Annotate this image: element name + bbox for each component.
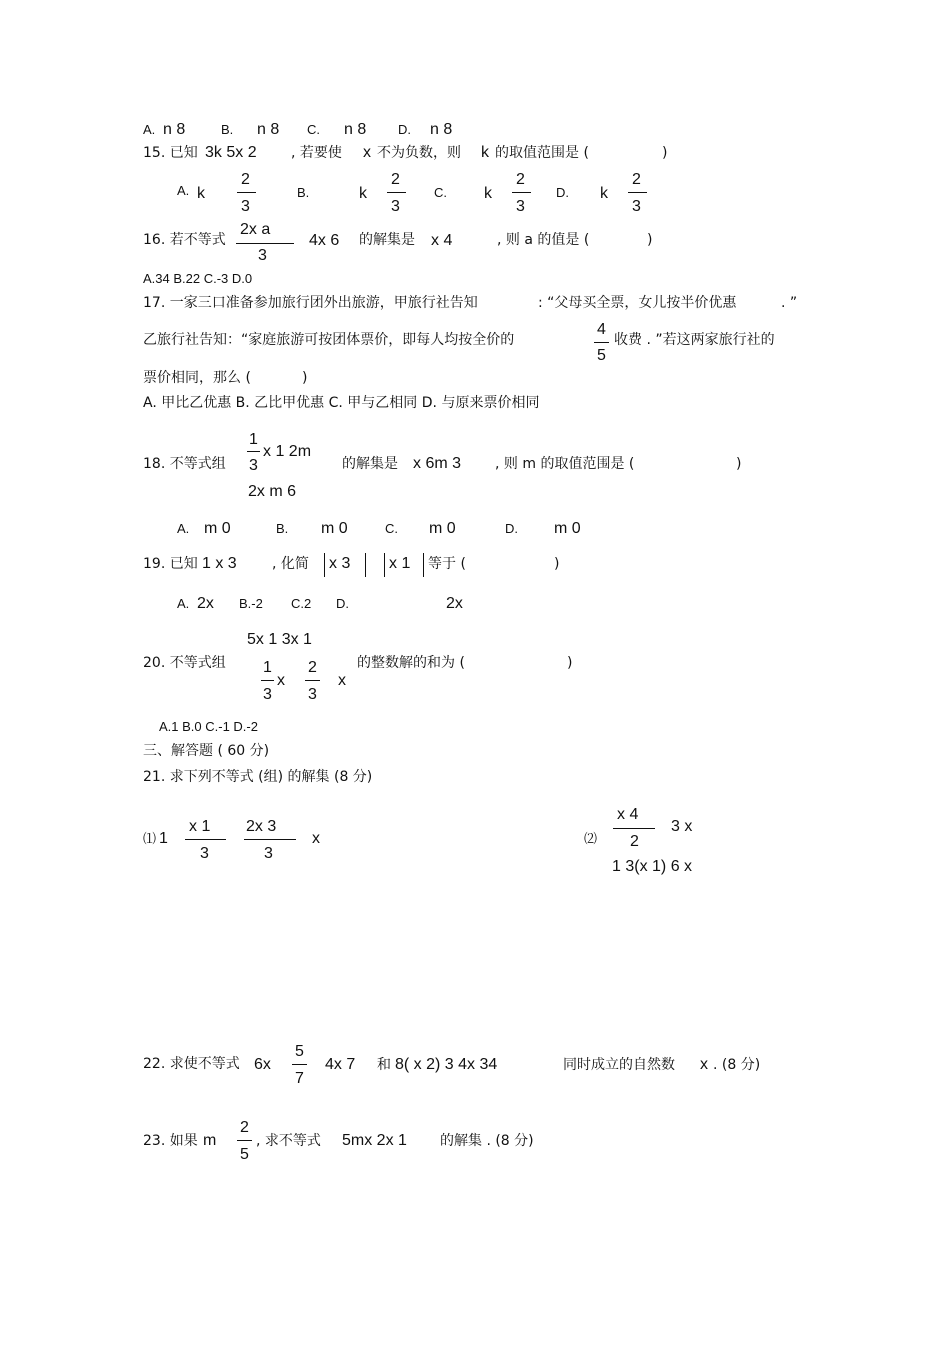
q22-suffix: 同时成立的自然数 — [563, 1057, 675, 1073]
q18-close: ) — [736, 456, 742, 472]
q19-option-d-label: D. — [336, 596, 349, 611]
q15-option-a-label: A. — [177, 183, 190, 198]
q15-mid2: 不为负数，则 — [377, 145, 461, 161]
q20-frac1-bar — [261, 680, 274, 681]
q17-line1c: . ” — [781, 295, 798, 311]
q23-var-m: m — [203, 1132, 217, 1149]
q19-option-b: B.-2 — [239, 596, 263, 611]
q17-fraction-den: 5 — [597, 347, 606, 364]
q19-option-a-label: A. — [177, 596, 190, 611]
q16-fraction-bar — [236, 243, 294, 244]
q15-var-x: x — [363, 144, 371, 161]
q16-solution: x 4 — [431, 232, 453, 249]
q18-fraction-bar — [247, 451, 260, 452]
q23-inequality: 5mx 2x 1 — [342, 1132, 407, 1149]
q18-option-b-label: B. — [276, 521, 289, 536]
q17-line1b: : “父母买全票，女儿按半价优惠 — [538, 295, 737, 311]
q14-option-d-label: D. — [398, 122, 411, 137]
q14-option-b-expr: n 8 — [257, 121, 280, 138]
q19-abs1: x 3 — [329, 555, 351, 572]
q16-suffix: , 则 a 的值是 ( — [497, 232, 590, 248]
q19-abs-bar-3 — [384, 553, 385, 577]
q17-options: A. 甲比乙优惠 B. 乙比甲优惠 C. 甲与乙相同 D. 与原来票价相同 — [143, 395, 540, 411]
q21-part2-row2: 1 3(x 1) 6 x — [612, 858, 693, 875]
q15-suffix: 的取值范围是 ( — [495, 145, 589, 161]
q15-var-k: k — [481, 144, 489, 161]
q15-option-b-den: 3 — [391, 198, 400, 215]
q23-mid: , 求不等式 — [256, 1133, 321, 1149]
q17-line1: 17. 一家三口准备参加旅行团外出旅游，甲旅行社告知 — [143, 295, 478, 311]
q15-option-a-fraction-bar — [237, 192, 256, 193]
q18-option-b-expr: m 0 — [321, 520, 348, 537]
q19-abs-bar-2 — [365, 553, 366, 577]
q21-part1-num1: x 1 — [189, 818, 211, 835]
q21-part1-one: 1 — [159, 830, 168, 847]
q15-option-d-num: 2 — [632, 171, 641, 188]
q17-fraction-bar — [594, 342, 609, 343]
q21-part1-den2: 3 — [264, 845, 273, 862]
q20-var2: x — [338, 672, 346, 689]
q21-part2-rhs: 3 x — [671, 818, 693, 835]
q19-option-c: C.2 — [291, 596, 312, 611]
q21-part1-frac2-bar — [244, 839, 296, 840]
q21-part1-label: ⑴ — [143, 831, 157, 846]
q18-prefix: 18. 不等式组 — [143, 456, 226, 472]
q15-option-c-var: k — [484, 185, 492, 202]
q20-frac1-num: 1 — [263, 659, 272, 676]
q16-options: A.34 B.22 C.-3 D.0 — [143, 271, 253, 286]
q20-frac2-den: 3 — [308, 686, 317, 703]
q21-part2-num: x 4 — [617, 806, 639, 823]
q18-fraction-num: 1 — [249, 431, 258, 448]
q20-frac2-num: 2 — [308, 659, 317, 676]
q17-line3-close: ) — [302, 370, 308, 386]
q15-prefix: 15. 已知 — [143, 145, 198, 161]
q14-option-d-expr: n 8 — [430, 121, 453, 138]
q21-part1-den1: 3 — [200, 845, 209, 862]
q15-option-d-den: 3 — [632, 198, 641, 215]
q21-part1-num2: 2x 3 — [246, 818, 277, 835]
q19-close: ) — [554, 556, 560, 572]
q20-close: ) — [567, 655, 573, 671]
q15-option-d-var: k — [600, 185, 608, 202]
q18-option-d-expr: m 0 — [554, 520, 581, 537]
q21-part2-frac-bar — [613, 828, 655, 829]
q21-title: 21. 求下列不等式 (组) 的解集 (8 分) — [143, 769, 373, 785]
q16-close: ) — [647, 232, 653, 248]
q15-option-d-label: D. — [556, 185, 569, 200]
q14-option-c-expr: n 8 — [344, 121, 367, 138]
q15-option-b-num: 2 — [391, 171, 400, 188]
q22-fraction-den: 7 — [295, 1070, 304, 1087]
q23-fraction-bar — [237, 1140, 252, 1141]
q22-expr2: 4x 7 — [325, 1056, 356, 1073]
q19-mid: , 化简 — [272, 556, 309, 572]
q23-prefix: 23. 如果 — [143, 1133, 198, 1149]
q20-row1: 5x 1 3x 1 — [247, 631, 312, 648]
q18-suffix: , 则 m 的取值范围是 ( — [495, 456, 635, 472]
q14-option-c-label: C. — [307, 122, 320, 137]
q21-part1-rhs: x — [312, 830, 320, 847]
q20-options: A.1 B.0 C.-1 D.-2 — [159, 719, 258, 734]
q21-part2-label: ⑵ — [584, 831, 598, 846]
q18-option-a-expr: m 0 — [204, 520, 231, 537]
q14-option-b-label: B. — [221, 122, 234, 137]
q18-option-c-label: C. — [385, 521, 398, 536]
q15-option-b-label: B. — [297, 185, 310, 200]
q21-part1-frac1-bar — [185, 839, 226, 840]
q20-prefix: 20. 不等式组 — [143, 655, 226, 671]
q18-row2: 2x m 6 — [248, 483, 297, 500]
q19-prefix: 19. 已知 — [143, 556, 198, 572]
q22-expr3: 8( x 2) 3 4x 34 — [395, 1056, 498, 1073]
q18-option-d-label: D. — [505, 521, 518, 536]
q15-equation: 3k 5x 2 — [205, 144, 257, 161]
q15-option-a-den: 3 — [241, 198, 250, 215]
q15-option-a-num: 2 — [241, 171, 250, 188]
q20-frac2-bar — [305, 680, 320, 681]
q15-close: ) — [662, 145, 668, 161]
q18-option-a-label: A. — [177, 521, 190, 536]
q15-option-c-fraction-bar — [512, 192, 531, 193]
section-3-heading: 三、解答题 ( 60 分) — [143, 743, 270, 759]
q15-option-d-fraction-bar — [628, 192, 647, 193]
q14-option-a-label: A. — [143, 122, 156, 137]
q20-suffix: 的整数解的和为 ( — [357, 655, 465, 671]
q17-line2: 乙旅行社告知：“家庭旅游可按团体票价，即每人均按全价的 — [143, 332, 515, 348]
q20-frac1-den: 3 — [263, 686, 272, 703]
q21-part2-den: 2 — [630, 833, 639, 850]
q16-mid: 的解集是 — [359, 232, 415, 248]
q19-condition: 1 x 3 — [202, 555, 237, 572]
q14-option-a-expr: n 8 — [163, 121, 186, 138]
q23-suffix: 的解集 . (8 分) — [440, 1133, 534, 1149]
q22-end: . (8 分) — [713, 1057, 761, 1073]
q22-fraction-bar — [292, 1064, 307, 1065]
q22-fraction-num: 5 — [295, 1043, 304, 1060]
q22-var: x — [700, 1056, 708, 1073]
q20-var1: x — [277, 672, 285, 689]
q22-prefix: 22. 求使不等式 — [143, 1056, 240, 1072]
q23-fraction-den: 5 — [240, 1146, 249, 1163]
q19-abs-bar-1 — [324, 553, 325, 577]
q18-solution: x 6m 3 — [413, 455, 462, 472]
q19-abs-bar-4 — [423, 553, 424, 577]
q18-option-c-expr: m 0 — [429, 520, 456, 537]
q17-fraction-num: 4 — [597, 321, 606, 338]
q18-mid: 的解集是 — [342, 456, 398, 472]
q22-and: 和 — [377, 1057, 391, 1073]
q18-fraction-den: 3 — [249, 457, 258, 474]
q17-line2b: 收费 . ”若这两家旅行社的 — [614, 332, 775, 348]
q15-option-b-var: k — [359, 185, 367, 202]
q16-denominator: 3 — [258, 247, 267, 264]
q19-option-d-expr: 2x — [446, 595, 463, 612]
q16-numerator: 2x a — [240, 221, 271, 238]
q15-option-c-num: 2 — [516, 171, 525, 188]
q15-option-c-den: 3 — [516, 198, 525, 215]
q16-prefix: 16. 若不等式 — [143, 232, 226, 248]
q17-line3: 票价相同，那么 ( — [143, 370, 251, 386]
q15-option-c-label: C. — [434, 185, 447, 200]
q22-expr1: 6x — [254, 1056, 271, 1073]
q15-mid: , 若要使 — [291, 145, 342, 161]
q19-option-a-expr: 2x — [197, 595, 214, 612]
q18-row1: x 1 2m — [263, 443, 312, 460]
q16-rhs: 4x 6 — [309, 232, 340, 249]
q19-suffix: 等于 ( — [428, 556, 466, 572]
q15-option-b-fraction-bar — [387, 192, 406, 193]
q19-abs2: x 1 — [389, 555, 411, 572]
q23-fraction-num: 2 — [240, 1119, 249, 1136]
q15-option-a-var: k — [197, 185, 205, 202]
